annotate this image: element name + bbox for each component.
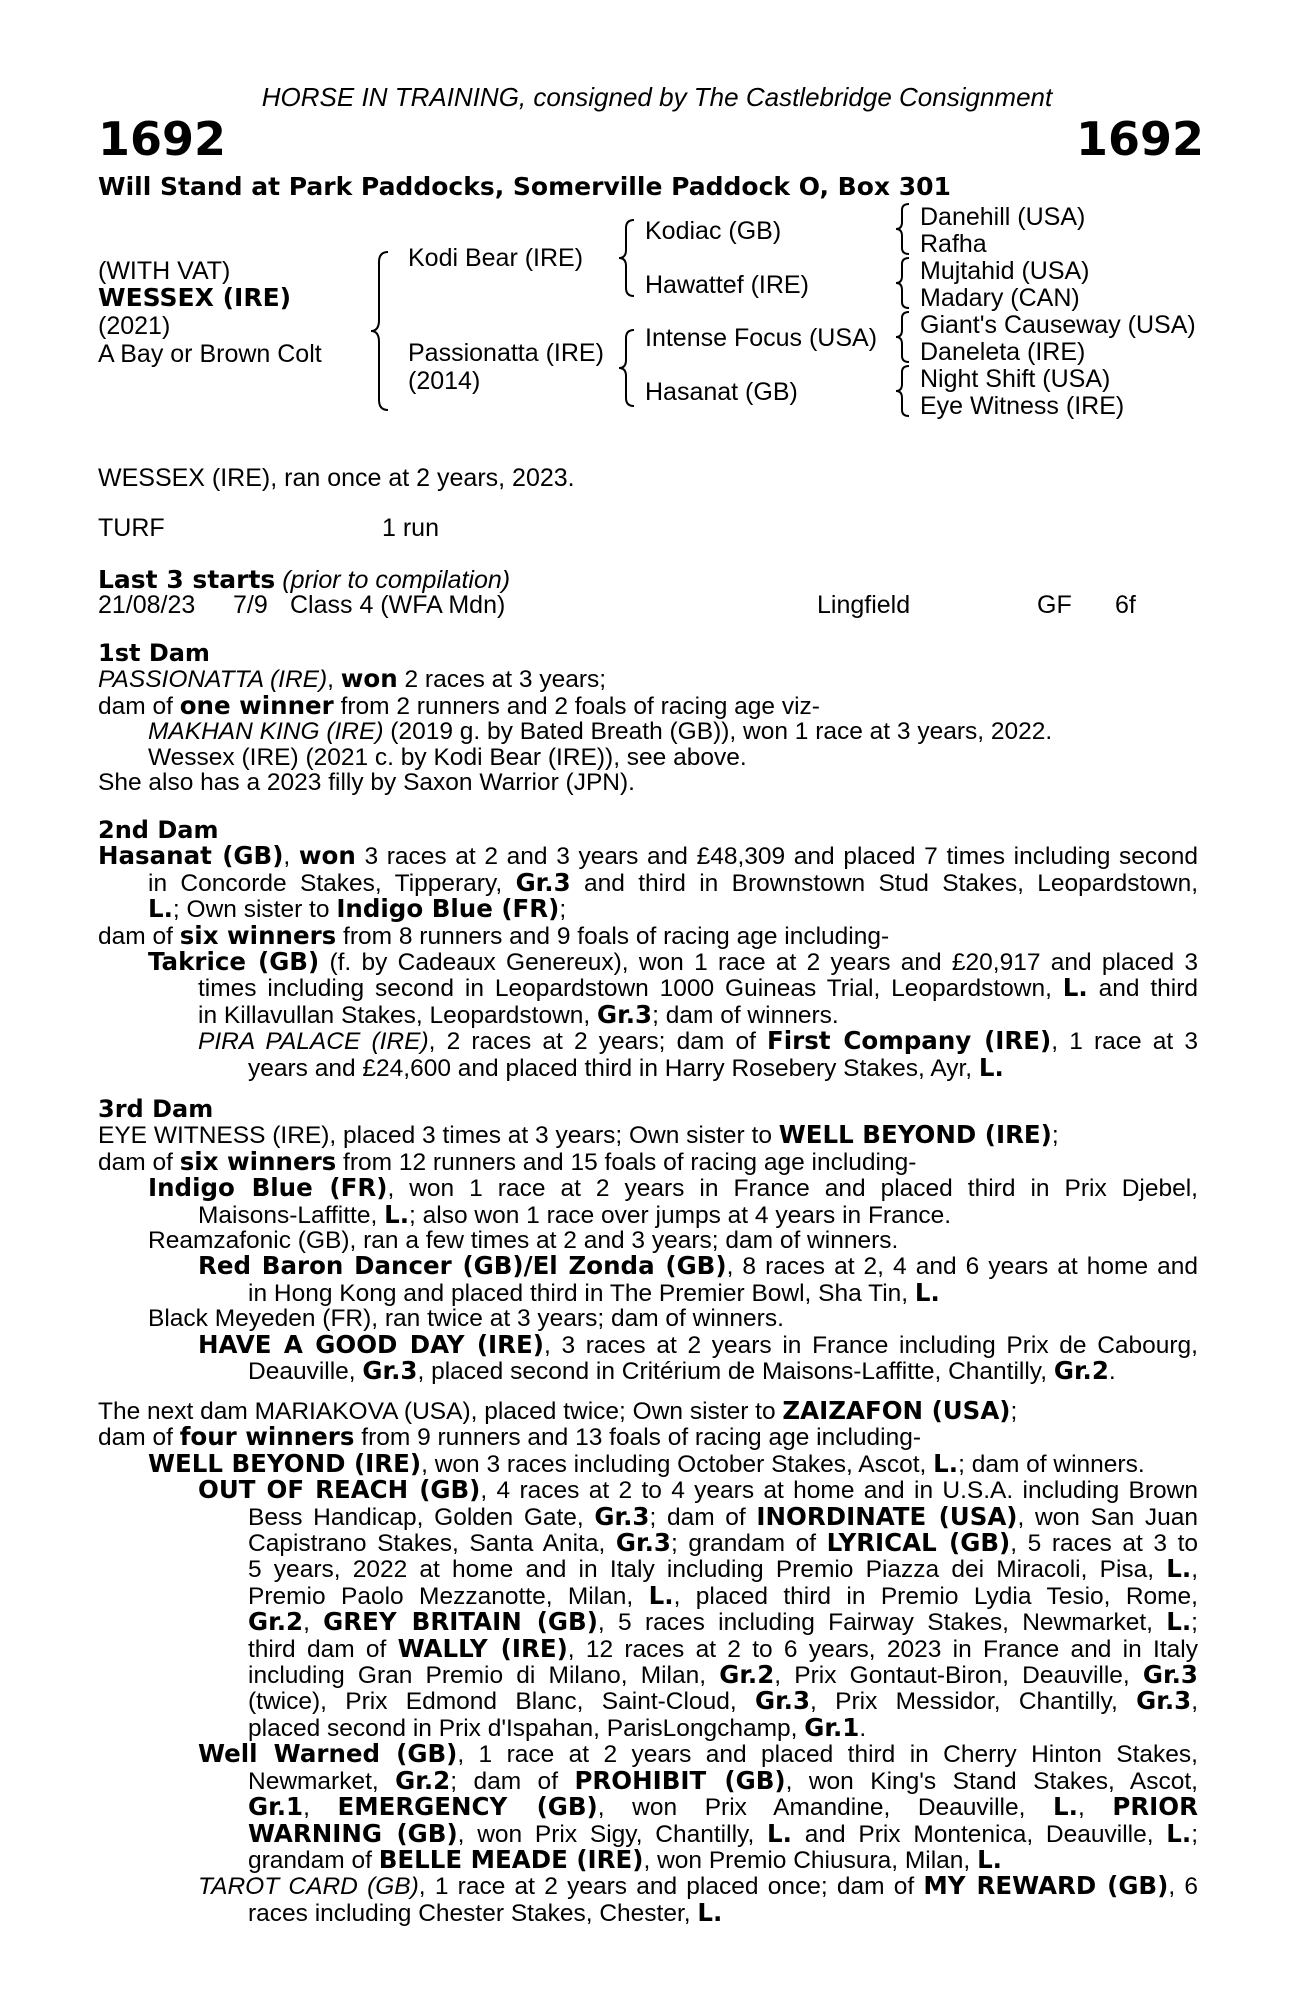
second-dam-line-8: PIRA PALACE (IRE), 2 races at 2 years; dam of First Company (IRE), 1 race at 3 xyxy=(198,1026,1198,1056)
horse-description: A Bay or Brown Colt xyxy=(98,340,322,368)
next-dam-line-4: OUT OF REACH (GB), 4 races at 2 to 4 years at home and in U.S.A. including Brown xyxy=(198,1475,1199,1505)
first-dam-heading: 1st Dam xyxy=(98,639,210,667)
second-dam-line-5: Takrice (GB) (f. by Cadeaux Genereux), won 1 race at 2 years and £20,917 and placed 3 xyxy=(148,947,1198,977)
grandparent-6: Daneleta (IRE) xyxy=(920,338,1086,366)
last-starts-note: (prior to compilation) xyxy=(282,566,511,594)
race-summary: WESSEX (IRE), ran once at 2 years, 2023. xyxy=(98,464,575,492)
turf-runs: 1 run xyxy=(382,514,439,542)
pedigree-brace-sire xyxy=(616,218,638,298)
first-dam-line-4: Wessex (IRE) (2021 c. by Kodi Bear (IRE)), see above. xyxy=(148,743,747,771)
grandparent-8: Eye Witness (IRE) xyxy=(920,392,1125,420)
race-class: Class 4 (WFA Mdn) xyxy=(290,591,506,619)
next-dam-line-16: Gr.1, EMERGENCY (GB), won Prix Amandine, Deauville, L., PRIOR xyxy=(248,1792,1198,1822)
third-dam-heading: 3rd Dam xyxy=(98,1095,214,1123)
next-dam-line-2: dam of four winners from 9 runners and 13 foals of racing age including- xyxy=(98,1422,922,1452)
second-dam-line-2: in Concorde Stakes, Tipperary, Gr.3 and third in Brownstown Stud Stakes, Leopardstown, xyxy=(148,867,1199,897)
second-dam-line-4: dam of six winners from 8 runners and 9 foals of racing age including- xyxy=(98,920,890,950)
second-dam-line-6: times including second in Leopardstown 1000 Guineas Trial, Leopardstown, L. and third xyxy=(198,973,1198,1003)
lot-number-right: 1692 xyxy=(1075,112,1204,166)
third-dam-line-9: HAVE A GOOD DAY (IRE), 3 races at 2 years in France including Prix de Cabourg, xyxy=(198,1329,1198,1359)
sire-dam: Hawattef (IRE) xyxy=(645,271,809,299)
next-dam-line-15: Newmarket, Gr.2; dam of PROHIBIT (GB), won King's Stand Stakes, Ascot, xyxy=(248,1765,1198,1795)
grandparent-3: Mujtahid (USA) xyxy=(920,257,1090,285)
next-dam-line-1: The next dam MARIAKOVA (USA), placed twice; Own sister to ZAIZAFON (USA); xyxy=(98,1396,1018,1425)
dam-year: (2014) xyxy=(408,367,481,395)
first-dam-section xyxy=(98,641,1198,795)
second-dam-section xyxy=(98,818,1198,1081)
grandparent-1: Danehill (USA) xyxy=(920,203,1086,231)
first-dam-line-3: MAKHAN KING (IRE) (2019 g. by Bated Breath (GB)), won 1 race at 3 years, 2022. xyxy=(148,718,1053,746)
third-dam-line-10: Deauville, Gr.3, placed second in Critérium de Maisons-Laffitte, Chantilly, Gr.2. xyxy=(248,1356,1116,1386)
sire-name: Kodi Bear (IRE) xyxy=(408,244,584,272)
race-position: 7/9 xyxy=(233,591,268,619)
third-dam-line-5: Reamzafonic (GB), ran a few times at 2 and 3 years; dam of winners. xyxy=(148,1227,899,1255)
third-dam-line-3: Indigo Blue (FR), won 1 race at 2 years in France and placed third in Prix Djebel, xyxy=(148,1173,1198,1203)
next-dam-section xyxy=(98,1398,1198,1926)
second-dam-line-7: in Killavullan Stakes, Leopardstown, Gr.3; dam of winners. xyxy=(198,999,839,1029)
next-dam-line-19: TAROT CARD (GB), 1 race at 2 years and placed once; dam of MY REWARD (GB), 6 xyxy=(198,1871,1198,1901)
first-dam-line-2: dam of one winner from 2 runners and 2 foals of racing age viz- xyxy=(98,690,820,720)
next-dam-line-20: races including Chester Stakes, Chester, L. xyxy=(248,1897,723,1927)
next-dam-line-3: WELL BEYOND (IRE), won 3 races including October Stakes, Ascot, L.; dam of winners. xyxy=(148,1448,1145,1478)
third-dam-section xyxy=(98,1097,1198,1384)
next-dam-line-13: placed second in Prix d'Ispahan, ParisLongchamp, Gr.1. xyxy=(248,1712,867,1742)
pedigree-brace-g3 xyxy=(893,310,913,364)
first-dam-line-1: PASSIONATTA (IRE), won 2 races at 3 years; xyxy=(98,664,607,694)
next-dam-line-14: Well Warned (GB), 1 race at 2 years and placed third in Cherry Hinton Stakes, xyxy=(198,1739,1198,1769)
grandparent-2: Rafha xyxy=(920,230,987,258)
next-dam-line-17: WARNING (GB), won Prix Sigy, Chantilly, L. and Prix Montenica, Deauville, L.; xyxy=(248,1818,1199,1848)
second-dam-line-1: Hasanat (GB), won 3 races at 2 and 3 years and £48,309 and placed 7 times including second xyxy=(98,841,1199,871)
next-dam-line-5: Bess Handicap, Golden Gate, Gr.3; dam of INORDINATE (USA), won San Juan xyxy=(248,1501,1198,1531)
grandparent-7: Night Shift (USA) xyxy=(920,365,1111,393)
second-dam-heading: 2nd Dam xyxy=(98,816,219,844)
last-starts-title: Last 3 starts xyxy=(98,565,276,594)
grandparent-5: Giant's Causeway (USA) xyxy=(920,311,1196,339)
second-dam-line-3: L.; Own sister to Indigo Blue (FR); xyxy=(148,894,567,924)
second-dam-line-9: years and £24,600 and placed third in Harry Rosebery Stakes, Ayr, L. xyxy=(248,1052,1004,1082)
horse-year: (2021) xyxy=(98,312,171,340)
stabling-info: Will Stand at Park Paddocks, Somerville Paddock O, Box 301 xyxy=(98,172,951,201)
dam-dam: Hasanat (GB) xyxy=(645,378,798,406)
next-dam-line-12: (twice), Prix Edmond Blanc, Saint-Cloud, Gr.3, Prix Messidor, Chantilly, Gr.3, xyxy=(248,1686,1198,1716)
vat-status: (WITH VAT) xyxy=(98,257,231,285)
next-dam-line-8: Premio Paolo Mezzanotte, Milan, L., placed third in Premio Lydia Tesio, Rome, xyxy=(248,1580,1198,1610)
sire-sire: Kodiac (GB) xyxy=(645,217,782,245)
next-dam-line-9: Gr.2, GREY BRITAIN (GB), 5 races including Fairway Stakes, Newmarket, L.; xyxy=(248,1607,1198,1637)
race-course: Lingfield xyxy=(817,591,911,619)
dam-name: Passionatta (IRE) xyxy=(408,339,604,367)
grandparent-4: Madary (CAN) xyxy=(920,284,1080,312)
lot-number-left: 1692 xyxy=(98,112,227,166)
third-dam-line-6: Red Baron Dancer (GB)/El Zonda (GB), 8 races at 2, 4 and 6 years at home and xyxy=(198,1251,1199,1281)
third-dam-line-7: in Hong Kong and placed third in The Premier Bowl, Sha Tin, L. xyxy=(248,1277,940,1307)
pedigree-brace-g4 xyxy=(893,364,913,418)
pedigree-brace-g2 xyxy=(893,256,913,310)
next-dam-line-7: 5 years, 2022 at home and in Italy including Premio Piazza dei Miracoli, Pisa, L., xyxy=(248,1554,1198,1584)
dam-sire: Intense Focus (USA) xyxy=(645,324,878,352)
third-dam-line-2: dam of six winners from 12 runners and 15 foals of racing age including- xyxy=(98,1146,917,1176)
turf-label: TURF xyxy=(98,514,165,542)
third-dam-line-1: EYE WITNESS (IRE), placed 3 times at 3 years; Own sister to WELL BEYOND (IRE); xyxy=(98,1120,1059,1150)
first-dam-line-5: She also has a 2023 filly by Saxon Warrior (JPN). xyxy=(98,769,635,797)
pedigree-brace-main xyxy=(368,250,392,412)
horse-name: WESSEX (IRE) xyxy=(98,283,292,312)
pedigree-brace-dam xyxy=(616,328,638,408)
race-date: 21/08/23 xyxy=(98,591,196,619)
next-dam-line-6: Capistrano Stakes, Santa Anita, Gr.3; grandam of LYRICAL (GB), 5 races at 3 to xyxy=(248,1528,1198,1558)
race-distance: 6f xyxy=(1115,591,1136,619)
next-dam-line-11: including Gran Premio di Milano, Milan, Gr.2, Prix Gontaut-Biron, Deauville, Gr.3 xyxy=(248,1660,1198,1690)
pedigree-brace-g1 xyxy=(893,202,913,256)
race-going: GF xyxy=(1037,591,1072,619)
next-dam-line-18: grandam of BELLE MEADE (IRE), won Premio Chiusura, Milan, L. xyxy=(248,1844,1002,1874)
third-dam-line-4: Maisons-Laffitte, L.; also won 1 race over jumps at 4 years in France. xyxy=(198,1199,951,1229)
next-dam-line-10: third dam of WALLY (IRE), 12 races at 2 to 6 years, 2023 in France and in Italy xyxy=(248,1633,1198,1663)
third-dam-line-8: Black Meyeden (FR), ran twice at 3 years; dam of winners. xyxy=(148,1305,784,1333)
consignment-line: HORSE IN TRAINING, consigned by The Castlebridge Consignment xyxy=(261,82,1053,112)
